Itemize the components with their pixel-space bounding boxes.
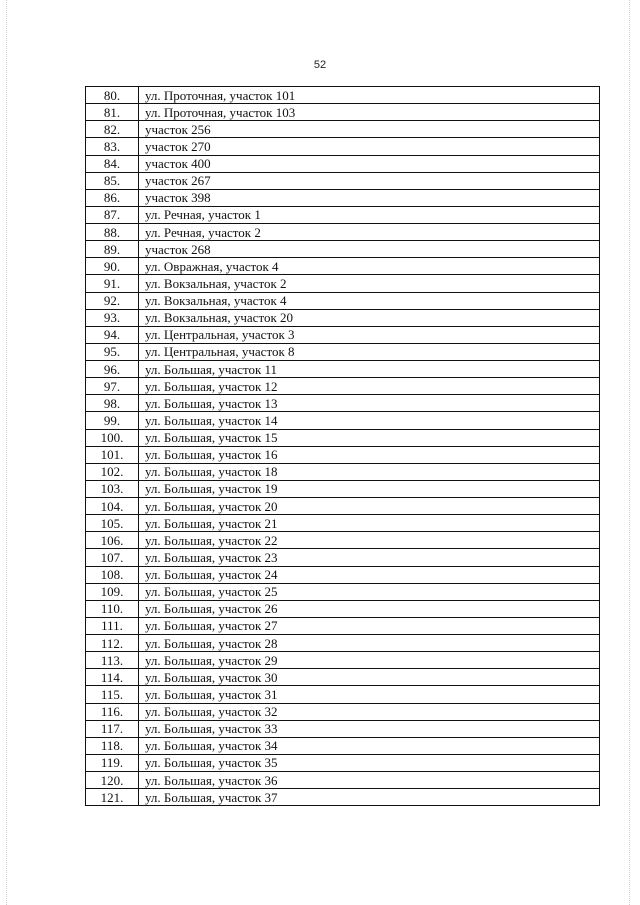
table-row (86, 206, 600, 223)
table-row (86, 258, 600, 275)
row-number: 85. (86, 172, 139, 189)
row-address: ул. Вокзальная, участок 4 (139, 292, 600, 309)
table-row (86, 635, 600, 652)
table-row (86, 292, 600, 309)
row-number: 108. (86, 566, 139, 583)
left-margin-edge (6, 0, 7, 905)
table-row (86, 343, 600, 360)
row-number: 118. (86, 737, 139, 754)
row-number: 82. (86, 121, 139, 138)
page-number: 52 (313, 59, 327, 71)
row-number: 106. (86, 532, 139, 549)
row-address: ул. Большая, участок 35 (139, 754, 600, 771)
row-address: ул. Речная, участок 2 (139, 224, 600, 241)
row-address: ул. Большая, участок 29 (139, 652, 600, 669)
table-row (86, 720, 600, 737)
row-address: ул. Большая, участок 21 (139, 515, 600, 532)
row-address: ул. Центральная, участок 8 (139, 343, 600, 360)
table-row (86, 138, 600, 155)
row-number: 91. (86, 275, 139, 292)
row-address: ул. Большая, участок 22 (139, 532, 600, 549)
row-address: ул. Большая, участок 24 (139, 566, 600, 583)
row-number: 112. (86, 635, 139, 652)
row-address: ул. Большая, участок 26 (139, 600, 600, 617)
table-row (86, 309, 600, 326)
row-number: 119. (86, 754, 139, 771)
row-number: 86. (86, 189, 139, 206)
row-number: 114. (86, 669, 139, 686)
table-row (86, 549, 600, 566)
table-row (86, 104, 600, 121)
row-address: ул. Большая, участок 12 (139, 378, 600, 395)
table-row (86, 669, 600, 686)
row-address: ул. Большая, участок 31 (139, 686, 600, 703)
row-number: 110. (86, 600, 139, 617)
table-row (86, 361, 600, 378)
row-address: ул. Большая, участок 28 (139, 635, 600, 652)
row-address: ул. Проточная, участок 103 (139, 104, 600, 121)
table-row (86, 326, 600, 343)
row-number: 89. (86, 241, 139, 258)
row-number: 90. (86, 258, 139, 275)
row-address: участок 400 (139, 155, 600, 172)
row-address: ул. Большая, участок 16 (139, 446, 600, 463)
table-row (86, 583, 600, 600)
row-address: ул. Проточная, участок 101 (139, 87, 600, 104)
table-row (86, 121, 600, 138)
row-address: ул. Большая, участок 11 (139, 361, 600, 378)
table-row (86, 617, 600, 634)
table-row (86, 275, 600, 292)
row-number: 111. (86, 617, 139, 634)
address-table (85, 86, 600, 806)
row-number: 120. (86, 772, 139, 789)
row-address: ул. Большая, участок 25 (139, 583, 600, 600)
right-margin-edge (629, 0, 630, 905)
row-address: ул. Большая, участок 30 (139, 669, 600, 686)
address-table-body (86, 87, 600, 806)
row-address: ул. Большая, участок 15 (139, 429, 600, 446)
row-number: 113. (86, 652, 139, 669)
row-number: 81. (86, 104, 139, 121)
row-address: ул. Большая, участок 32 (139, 703, 600, 720)
row-address: участок 256 (139, 121, 600, 138)
table-row (86, 566, 600, 583)
table-row (86, 754, 600, 771)
row-number: 88. (86, 224, 139, 241)
row-address: ул. Речная, участок 1 (139, 206, 600, 223)
row-address: ул. Вокзальная, участок 20 (139, 309, 600, 326)
table-row (86, 224, 600, 241)
row-number: 116. (86, 703, 139, 720)
table-row (86, 412, 600, 429)
table-row (86, 515, 600, 532)
table-row (86, 532, 600, 549)
row-address: ул. Овражная, участок 4 (139, 258, 600, 275)
table-row (86, 378, 600, 395)
row-address: участок 268 (139, 241, 600, 258)
row-number: 83. (86, 138, 139, 155)
table-row (86, 772, 600, 789)
table-row (86, 737, 600, 754)
row-address: ул. Большая, участок 37 (139, 789, 600, 806)
row-number: 80. (86, 87, 139, 104)
table-row (86, 189, 600, 206)
row-number: 92. (86, 292, 139, 309)
table-row (86, 429, 600, 446)
row-address: ул. Большая, участок 13 (139, 395, 600, 412)
row-number: 103. (86, 480, 139, 497)
table-row (86, 172, 600, 189)
row-number: 87. (86, 206, 139, 223)
row-number: 102. (86, 463, 139, 480)
row-number: 84. (86, 155, 139, 172)
row-address: участок 270 (139, 138, 600, 155)
row-address: ул. Большая, участок 20 (139, 498, 600, 515)
row-number: 97. (86, 378, 139, 395)
row-number: 100. (86, 429, 139, 446)
table-row (86, 600, 600, 617)
table-row (86, 652, 600, 669)
row-number: 96. (86, 361, 139, 378)
table-row (86, 241, 600, 258)
table-row (86, 87, 600, 104)
row-address: ул. Большая, участок 19 (139, 480, 600, 497)
table-row (86, 446, 600, 463)
table-row (86, 686, 600, 703)
row-number: 95. (86, 343, 139, 360)
row-address: ул. Большая, участок 23 (139, 549, 600, 566)
row-address: участок 267 (139, 172, 600, 189)
row-number: 117. (86, 720, 139, 737)
row-address: ул. Большая, участок 27 (139, 617, 600, 634)
table-row (86, 498, 600, 515)
row-address: ул. Большая, участок 36 (139, 772, 600, 789)
row-address: ул. Вокзальная, участок 2 (139, 275, 600, 292)
row-number: 115. (86, 686, 139, 703)
row-number: 107. (86, 549, 139, 566)
table-row (86, 395, 600, 412)
row-number: 94. (86, 326, 139, 343)
row-address: ул. Большая, участок 18 (139, 463, 600, 480)
table-row (86, 789, 600, 806)
row-number: 104. (86, 498, 139, 515)
row-number: 99. (86, 412, 139, 429)
row-number: 101. (86, 446, 139, 463)
row-number: 98. (86, 395, 139, 412)
row-number: 93. (86, 309, 139, 326)
row-address: участок 398 (139, 189, 600, 206)
row-number: 121. (86, 789, 139, 806)
row-number: 105. (86, 515, 139, 532)
row-address: ул. Большая, участок 34 (139, 737, 600, 754)
row-address: ул. Большая, участок 33 (139, 720, 600, 737)
table-row (86, 155, 600, 172)
table-row (86, 463, 600, 480)
row-address: ул. Центральная, участок 3 (139, 326, 600, 343)
row-number: 109. (86, 583, 139, 600)
row-address: ул. Большая, участок 14 (139, 412, 600, 429)
table-row (86, 703, 600, 720)
table-row (86, 480, 600, 497)
